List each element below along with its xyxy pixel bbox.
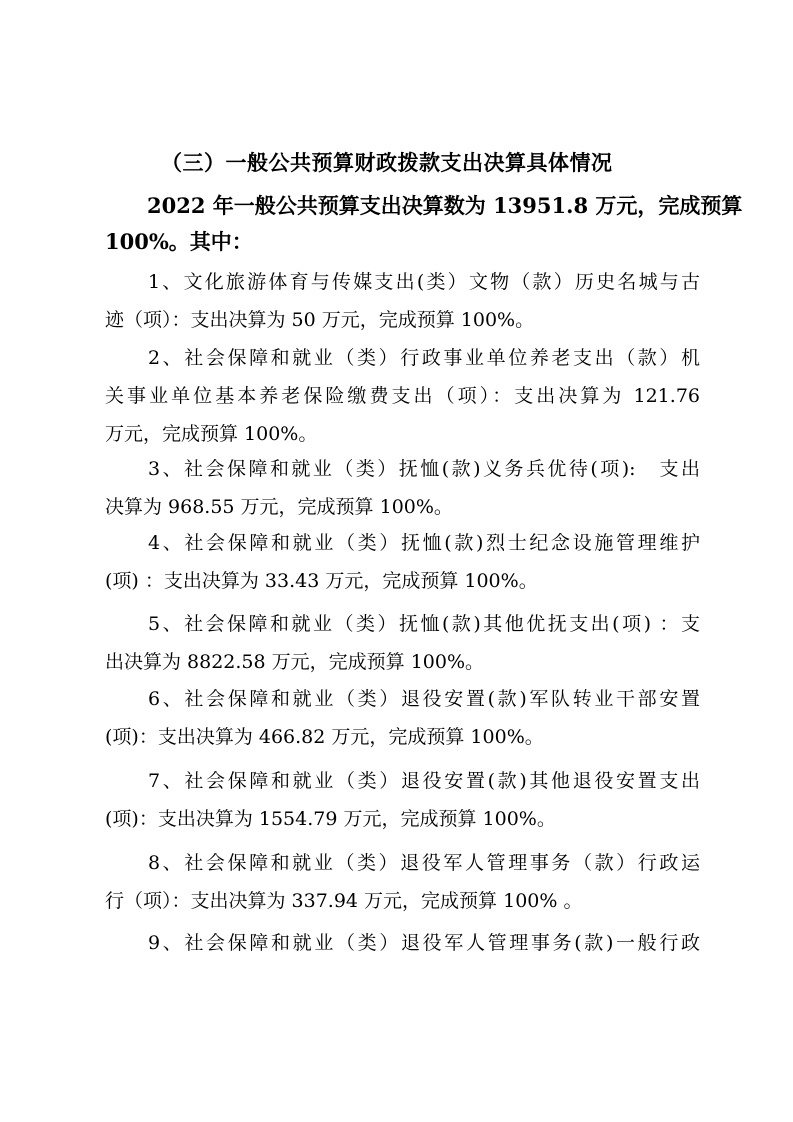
- item-3-line-1: 3、社会保障和就业（类）抚恤(款)义务兵优待(项): 支出: [148, 458, 700, 480]
- item-1-line-1: 1、文化旅游体育与传媒支出(类）文物（款）历史名城与古: [148, 271, 700, 293]
- item-8-line-1: 8、社会保障和就业（类）退役军人管理事务（款）行政运: [148, 852, 700, 874]
- item-7-line-2: (项)：支出决算为 1554.79 万元，完成预算 100%。: [105, 808, 556, 830]
- item-4-line-2: (项) ：支出决算为 33.43 万元，完成预算 100%。: [105, 570, 538, 592]
- item-2-line-3: 万元，完成预算 100%。: [105, 423, 318, 445]
- summary-line-2: 100%。其中：: [105, 229, 253, 254]
- item-8: [105, 844, 700, 920]
- item-9: [105, 924, 700, 962]
- item-8-line-2: 行（项）：支出决算为 337.94 万元，完成预算 100% 。: [105, 890, 583, 912]
- item-5-line-1: 5、社会保障和就业（类）抚恤(款)其他优抚支出(项) ：支: [148, 613, 700, 635]
- item-5: [105, 605, 700, 681]
- summary-line-1: 2022 年一般公共预算支出决算数为 13951.8 万元，完成预算: [147, 193, 743, 218]
- summary-paragraph: [105, 188, 743, 260]
- item-6-line-1: 6、社会保障和就业（类）退役安置(款)军队转业干部安置: [148, 688, 700, 710]
- item-9-line-1: 9、社会保障和就业（类）退役军人管理事务(款)一般行政: [148, 932, 700, 954]
- item-2-line-2: 关事业单位基本养老保险缴费支出（项）：支出决算为 121.76: [105, 385, 700, 407]
- item-7: [105, 762, 700, 838]
- section-heading: （三）一般公共预算财政拨款支出决算具体情况: [161, 150, 613, 175]
- item-6-line-2: (项)：支出决算为 466.82 万元，完成预算 100%。: [105, 726, 544, 748]
- item-1-line-2: 迹（项）：支出决算为 50 万元，完成预算 100%。: [105, 309, 535, 331]
- item-3-line-2: 决算为 968.55 万元，完成预算 100%。: [105, 496, 453, 518]
- item-2-line-1: 2、社会保障和就业（类）行政事业单位养老支出（款）机: [148, 347, 700, 369]
- item-4-line-1: 4、社会保障和就业（类）抚恤(款)烈士纪念设施管理维护: [148, 532, 700, 554]
- item-4: [105, 524, 700, 600]
- item-1: [105, 263, 700, 339]
- item-5-line-2: 出决算为 8822.58 万元，完成预算 100%。: [105, 651, 485, 673]
- item-3: [105, 450, 700, 526]
- item-2: [105, 339, 700, 453]
- item-6: [105, 680, 700, 756]
- item-7-line-1: 7、社会保障和就业（类）退役安置(款)其他退役安置支出: [148, 770, 700, 792]
